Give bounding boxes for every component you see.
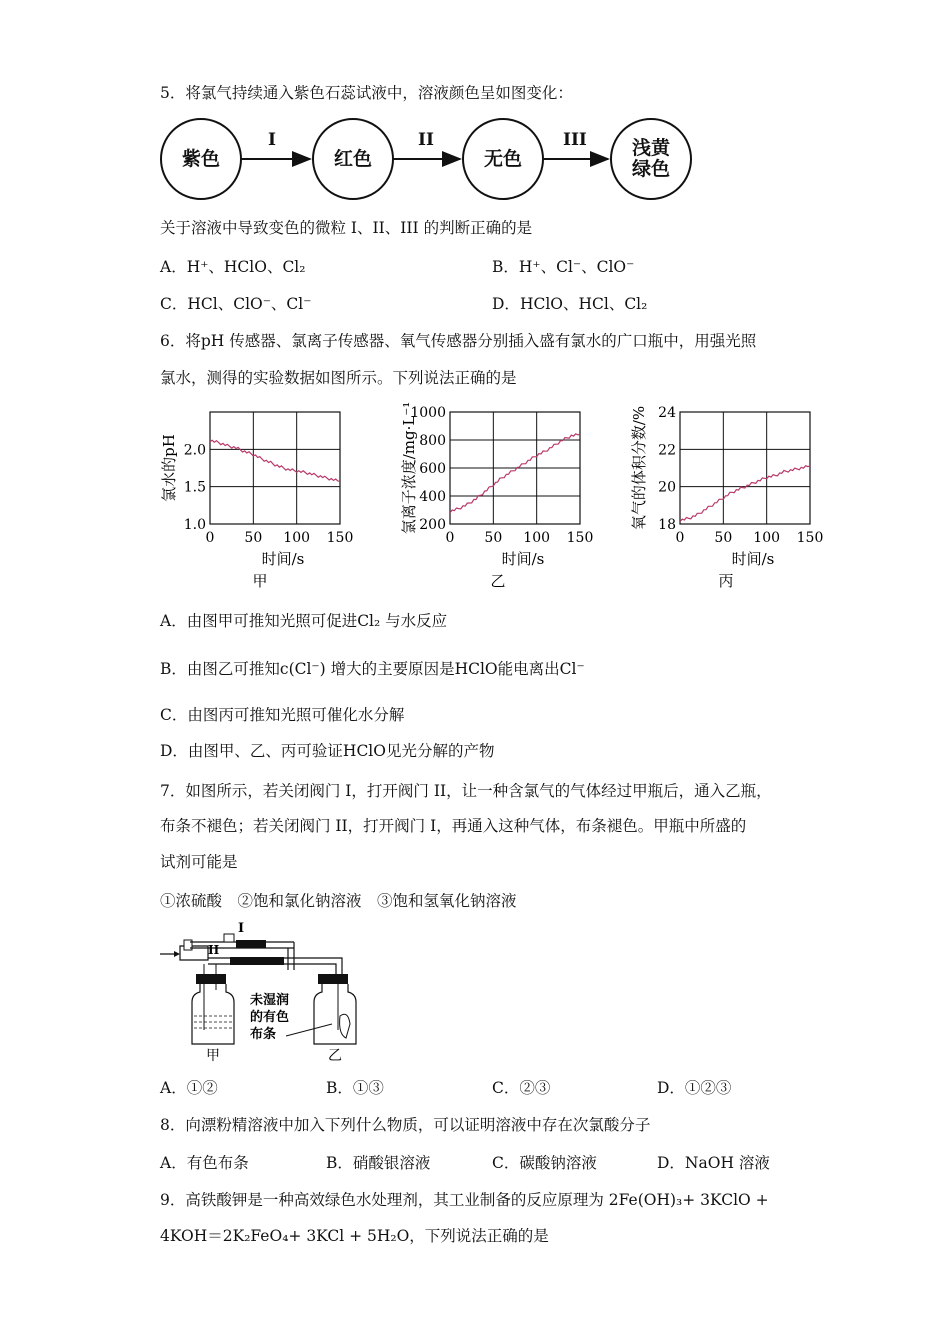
q5-option-b[interactable]: B．H⁺、Cl⁻、ClO⁻: [492, 258, 635, 276]
q5-question: 关于溶液中导致变色的微粒 I、II、III 的判断正确的是: [160, 219, 533, 237]
data-series-line: [210, 440, 340, 481]
state4-line1: 浅黄: [631, 137, 670, 159]
cloth-label-line2: 的有色: [250, 1010, 290, 1025]
y-tick-label: 1.5: [183, 479, 206, 496]
q8-option-d[interactable]: D．NaOH 溶液: [657, 1154, 770, 1172]
plot-frame: [210, 412, 340, 524]
x-tick-label: 0: [445, 530, 455, 546]
x-tick-label: 150: [796, 530, 824, 546]
q7-reagents: ①浓硫酸 ②饱和氯化钠溶液 ③饱和氢氧化钠溶液: [160, 892, 517, 910]
y-tick-label: 400: [419, 489, 446, 505]
q6-option-a[interactable]: A．由图甲可推知光照可促进Cl₂ 与水反应: [160, 612, 448, 630]
q7-stem-line1: 7．如图所示，若关闭阀门 I，打开阀门 II，让一种含氯气的气体经过甲瓶后，通入乙瓶，: [160, 782, 772, 800]
bottle-jia: [192, 984, 234, 1044]
y-tick-label: 24: [658, 405, 676, 421]
cloth-strip: [340, 1014, 350, 1038]
y-tick-label: 2.0: [183, 442, 206, 459]
x-tick-label: 50: [714, 530, 733, 546]
q8-option-b[interactable]: B．硝酸银溶液: [326, 1154, 431, 1172]
chart-yi: [390, 400, 620, 600]
q6-option-b[interactable]: B．由图乙可推知c(Cl⁻) 增大的主要原因是HClO能电离出Cl⁻: [160, 660, 585, 678]
cloth-label-line3: 布条: [250, 1027, 277, 1042]
gas-apparatus-figure: [158, 920, 358, 1068]
q7-option-b[interactable]: B．①③: [326, 1079, 384, 1097]
q5-option-c[interactable]: C．HCl、ClO⁻、Cl⁻: [160, 295, 312, 313]
valve-1-label: I: [238, 921, 245, 936]
state-purple: 紫色: [160, 118, 242, 200]
y-tick-label: 20: [658, 479, 676, 496]
x-tick-label: 150: [326, 530, 354, 546]
y-tick-label: 22: [658, 442, 676, 459]
q9-stem-line1: 9．高铁酸钾是一种高效绿色水处理剂，其工业制备的反应原理为 2Fe(OH)₃+ 3KClO +: [160, 1191, 769, 1209]
data-series-line: [450, 434, 580, 513]
arrow-label-2: II: [418, 130, 434, 150]
rubber-tube-mid: [230, 957, 284, 965]
q7-option-d[interactable]: D．①②③: [657, 1079, 732, 1097]
right-down-pipe: [288, 942, 294, 970]
stopper-jia: [196, 974, 226, 984]
q6-option-c[interactable]: C．由图丙可推知光照可催化水分解: [160, 706, 405, 724]
chart-title: 甲: [252, 572, 268, 590]
x-tick-label: 100: [523, 530, 551, 546]
state-colorless: 无色: [462, 118, 544, 200]
y-axis-label: 氯离子浓度/mg·L⁻¹: [400, 401, 418, 535]
inlet-arrowhead: [174, 951, 180, 957]
x-tick-label: 150: [566, 530, 594, 546]
q6-stem-line1: 6．将pH 传感器、氯离子传感器、氧气传感器分别插入盛有氯水的广口瓶中，用强光照: [160, 332, 757, 350]
x-tick-label: 50: [244, 530, 263, 546]
bottle-yi: [314, 984, 356, 1044]
chart-title: 丙: [718, 572, 734, 590]
bottle-yi-label: 乙: [328, 1048, 342, 1064]
chart-jia: [150, 400, 380, 600]
q9-stem-line2: 4KOH＝2K₂FeO₄+ 3KCl + 5H₂O，下列说法正确的是: [160, 1227, 549, 1245]
x-tick-label: 50: [484, 530, 503, 546]
chart-title: 乙: [490, 572, 506, 590]
y-tick-label: 800: [419, 433, 446, 449]
chart-bing: [620, 400, 850, 600]
x-axis-label: 时间/s: [501, 550, 545, 568]
x-tick-label: 0: [675, 530, 685, 546]
q8-option-c[interactable]: C．碳酸钠溶液: [492, 1154, 597, 1172]
x-tick-label: 100: [283, 530, 311, 546]
q5-option-a[interactable]: A．H⁺、HClO、Cl₂: [160, 258, 306, 276]
q6-stem-line2: 氯水，测得的实验数据如图所示。下列说法正确的是: [160, 369, 517, 387]
cloth-label-line1: 未湿润: [250, 993, 290, 1008]
q8-stem: 8．向漂粉精溶液中加入下列什么物质，可以证明溶液中存在次氯酸分子: [160, 1116, 651, 1134]
y-tick-label: 1000: [410, 405, 446, 421]
q5-stem: 5．将氯气持续通入紫色石蕊试液中，溶液颜色呈如图变化：: [160, 84, 573, 102]
valve-1: [224, 934, 234, 942]
q8-option-a[interactable]: A．有色布条: [160, 1154, 249, 1172]
data-series-line: [680, 466, 810, 522]
state-red: 红色: [312, 118, 394, 200]
q7-stem-line3: 试剂可能是: [160, 853, 238, 871]
y-axis-label: 氯水的pH: [160, 434, 178, 502]
q7-stem-line2: 布条不褪色；若关闭阀门 II，打开阀门 I，再通入这种气体，布条褪色。甲瓶中所盛的: [160, 817, 747, 835]
q6-option-d[interactable]: D．由图甲、乙、丙可验证HClO见光分解的产物: [160, 742, 495, 760]
stopper-yi: [318, 974, 348, 984]
x-tick-label: 100: [753, 530, 781, 546]
y-tick-label: 200: [419, 517, 446, 533]
y-tick-label: 600: [419, 461, 446, 477]
x-axis-label: 时间/s: [731, 550, 775, 568]
right-pipe: [298, 958, 342, 976]
arrow-label-1: I: [268, 130, 276, 150]
state4-line2: 绿色: [631, 158, 670, 180]
y-tick-label: 1.0: [183, 517, 206, 533]
x-axis-label: 时间/s: [261, 550, 305, 568]
y-tick-label: 18: [658, 517, 676, 533]
q7-option-a[interactable]: A．①②: [160, 1079, 218, 1097]
q7-option-c[interactable]: C．②③: [492, 1079, 551, 1097]
x-tick-label: 0: [205, 530, 215, 546]
label-pointer: [286, 1024, 332, 1036]
bottle-jia-label: 甲: [206, 1048, 220, 1064]
y-axis-label: 氧气的体积分数/%: [630, 405, 648, 531]
arrow-label-3: III: [563, 130, 587, 150]
q5-option-d[interactable]: D．HClO、HCl、Cl₂: [492, 295, 648, 313]
valve-2-label: II: [208, 943, 220, 957]
rubber-tube-top: [236, 940, 266, 948]
plot-frame: [680, 412, 810, 524]
